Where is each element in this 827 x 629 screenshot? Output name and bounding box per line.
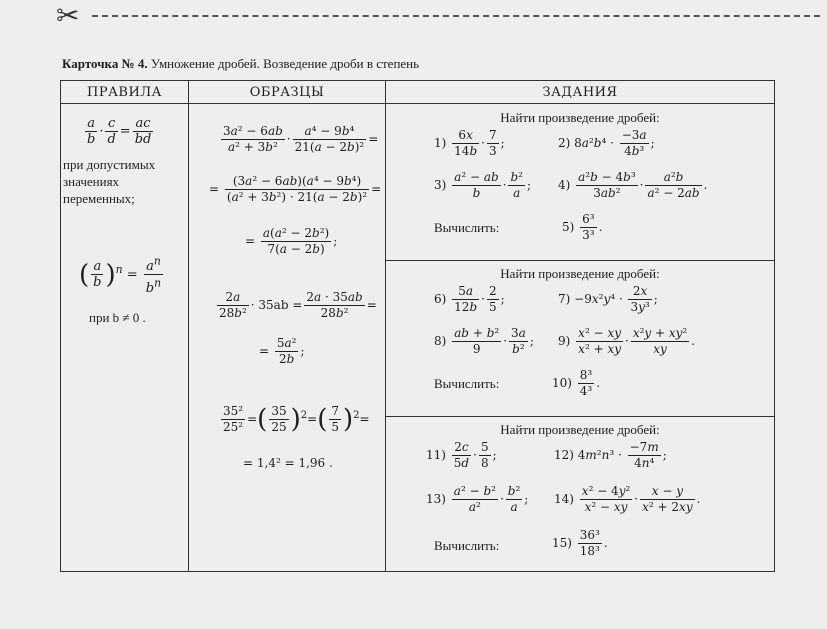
rule-condition: при допустимых значениях переменных; [63, 157, 156, 206]
divider-1 [386, 260, 774, 261]
sample-2-end: ; [300, 344, 305, 358]
task-3-number: 3) [434, 178, 447, 192]
sample-3-line-1: $\frac{\text{35²}}{\text{25²}}$ =( $\frac{35}{25}$ )$^2$=( $\frac{7}{5}$ )$^2$= [223, 404, 370, 435]
task-1-number: 1) [434, 136, 447, 150]
card-number: Карточка № 4. [62, 56, 148, 71]
task-7: 7) −9x²y⁴ · $\frac{2x}{\text{3y³}}$ ; [558, 284, 658, 314]
task-15: 15) $\frac{\text{36³}}{\text{18³}}$ . [552, 528, 608, 558]
task-9-number: 9) [558, 334, 571, 348]
compute-label-3: Вычислить: [434, 538, 500, 553]
task-6: 6) $\frac{5a}{12b}$ · $\frac{2}{5}$ ; [434, 284, 505, 314]
header-tasks: ЗАДАНИЯ [386, 81, 775, 104]
task-14-number: 14) [554, 492, 574, 506]
task-9: 9) $\frac{\text{x² − xy}}{\text{x² + xy}}$ · $\frac{\text{x²y + xy²}}{xy}$ . [558, 326, 696, 356]
task-4: 4) $\frac{\text{a²b − 4b³}}{\text{3ab²}}$ · $\frac{\text{a²b}}{\text{a² − 2ab}}$ . [558, 170, 708, 200]
sample-1-result: = $\frac{\text{a(a² − 2b²)}}{7(a - 2b)}$ ; [245, 226, 338, 256]
header-samples: ОБРАЗЦЫ [189, 81, 386, 104]
rule-power: ( $\frac{a}{b}$ )$^n$ = $\frac{a^n}{b^n}$ [79, 255, 162, 296]
header-rules: ПРАВИЛА [61, 81, 189, 104]
sample-2-line-1: $\frac{2a}{\text{28b²}}$ · 35ab = $\frac{2a \cdot 35ab}{\text{28b²}}$ = [219, 290, 377, 320]
group-3-title: Найти произведение дробей: [500, 422, 660, 437]
task-5-number: 5) [562, 220, 575, 234]
task-2-number: 2) [558, 136, 571, 150]
task-10-number: 10) [552, 376, 572, 390]
task-11: 11) $\frac{2c}{5d}$ · $\frac{5}{8}$ ; [426, 440, 497, 470]
tasks-cell [386, 104, 775, 572]
card-topic: Умножение дробей. Возведение дроби в степень [150, 56, 420, 71]
sample-1-line-1: $\frac{\text{3a² − 6ab}}{\text{a² + 3b²}}$ · $\frac{\text{a⁴ − 9b⁴}}{\text{21(a − 2b)²}}$ = [223, 124, 379, 154]
card-table [60, 80, 775, 572]
samples-cell [189, 104, 386, 572]
task-6-number: 6) [434, 292, 447, 306]
task-10: 10) $\frac{\text{8³}}{\text{4³}}$ . [552, 368, 601, 398]
task-13: 13) $\frac{\text{a² − b²}}{\text{a²}}$ · $\frac{\text{b²}}{a}$ ; [426, 484, 529, 514]
task-13-number: 13) [426, 492, 446, 506]
task-8: 8) $\frac{\text{ab + b²}}{9}$ · $\frac{3a}{\text{b²}}$ ; [434, 326, 534, 356]
task-5: 5) $\frac{\text{6³}}{\text{3³}}$ . [562, 212, 603, 242]
compute-label-1: Вычислить: [434, 220, 500, 235]
sample-2-result: = $\frac{\text{5a²}}{2b}$ ; [259, 336, 305, 366]
task-12-number: 12) [554, 448, 574, 462]
rules-cell [61, 104, 189, 572]
task-11-number: 11) [426, 448, 446, 462]
task-4-number: 4) [558, 178, 571, 192]
task-15-number: 15) [552, 536, 572, 550]
divider-2 [386, 416, 774, 417]
sample-3-result: = 1,4² = 1,96 . [243, 456, 333, 470]
task-2: 2) 8a²b⁴ · $\frac{-3a}{\text{4b³}}$ ; [558, 128, 655, 158]
group-2-title: Найти произведение дробей: [500, 266, 660, 281]
group-1-title: Найти произведение дробей: [500, 110, 660, 125]
sample-2-mid: · 35ab = [250, 298, 303, 312]
cut-line [92, 15, 820, 17]
task-1: 1) $\frac{6x}{14b}$ · $\frac{7}{3}$ ; [434, 128, 505, 158]
rule-multiplication: $\frac{a}{b}$ · $\frac{c}{d}$ = $\frac{ac}{bd}$ [87, 116, 152, 147]
task-14: 14) $\frac{\text{x² − 4y²}}{\text{x² − xy}}$ · $\frac{x - y}{\text{x² + 2xy}}$ . [554, 484, 701, 514]
scissors-icon: ✂ [56, 0, 80, 32]
task-3: 3) $\frac{\text{a² − ab}}{b}$ · $\frac{\text{b²}}{a}$ ; [434, 170, 532, 200]
card-title [62, 56, 419, 72]
task-8-number: 8) [434, 334, 447, 348]
compute-label-2: Вычислить: [434, 376, 500, 391]
sample-1-line-2: = $\frac{\text{(3a² − 6ab)(a⁴ − 9b⁴)}}{\text{(a² + 3b²) · 21(a − 2b)²}}$ = [209, 174, 382, 204]
task-7-number: 7) [558, 292, 571, 306]
task-12: 12) 4m²n³ · $\frac{-7m}{\text{4n⁴}}$ ; [554, 440, 667, 470]
rule-power-condition: при b ≠ 0 . [89, 310, 146, 325]
